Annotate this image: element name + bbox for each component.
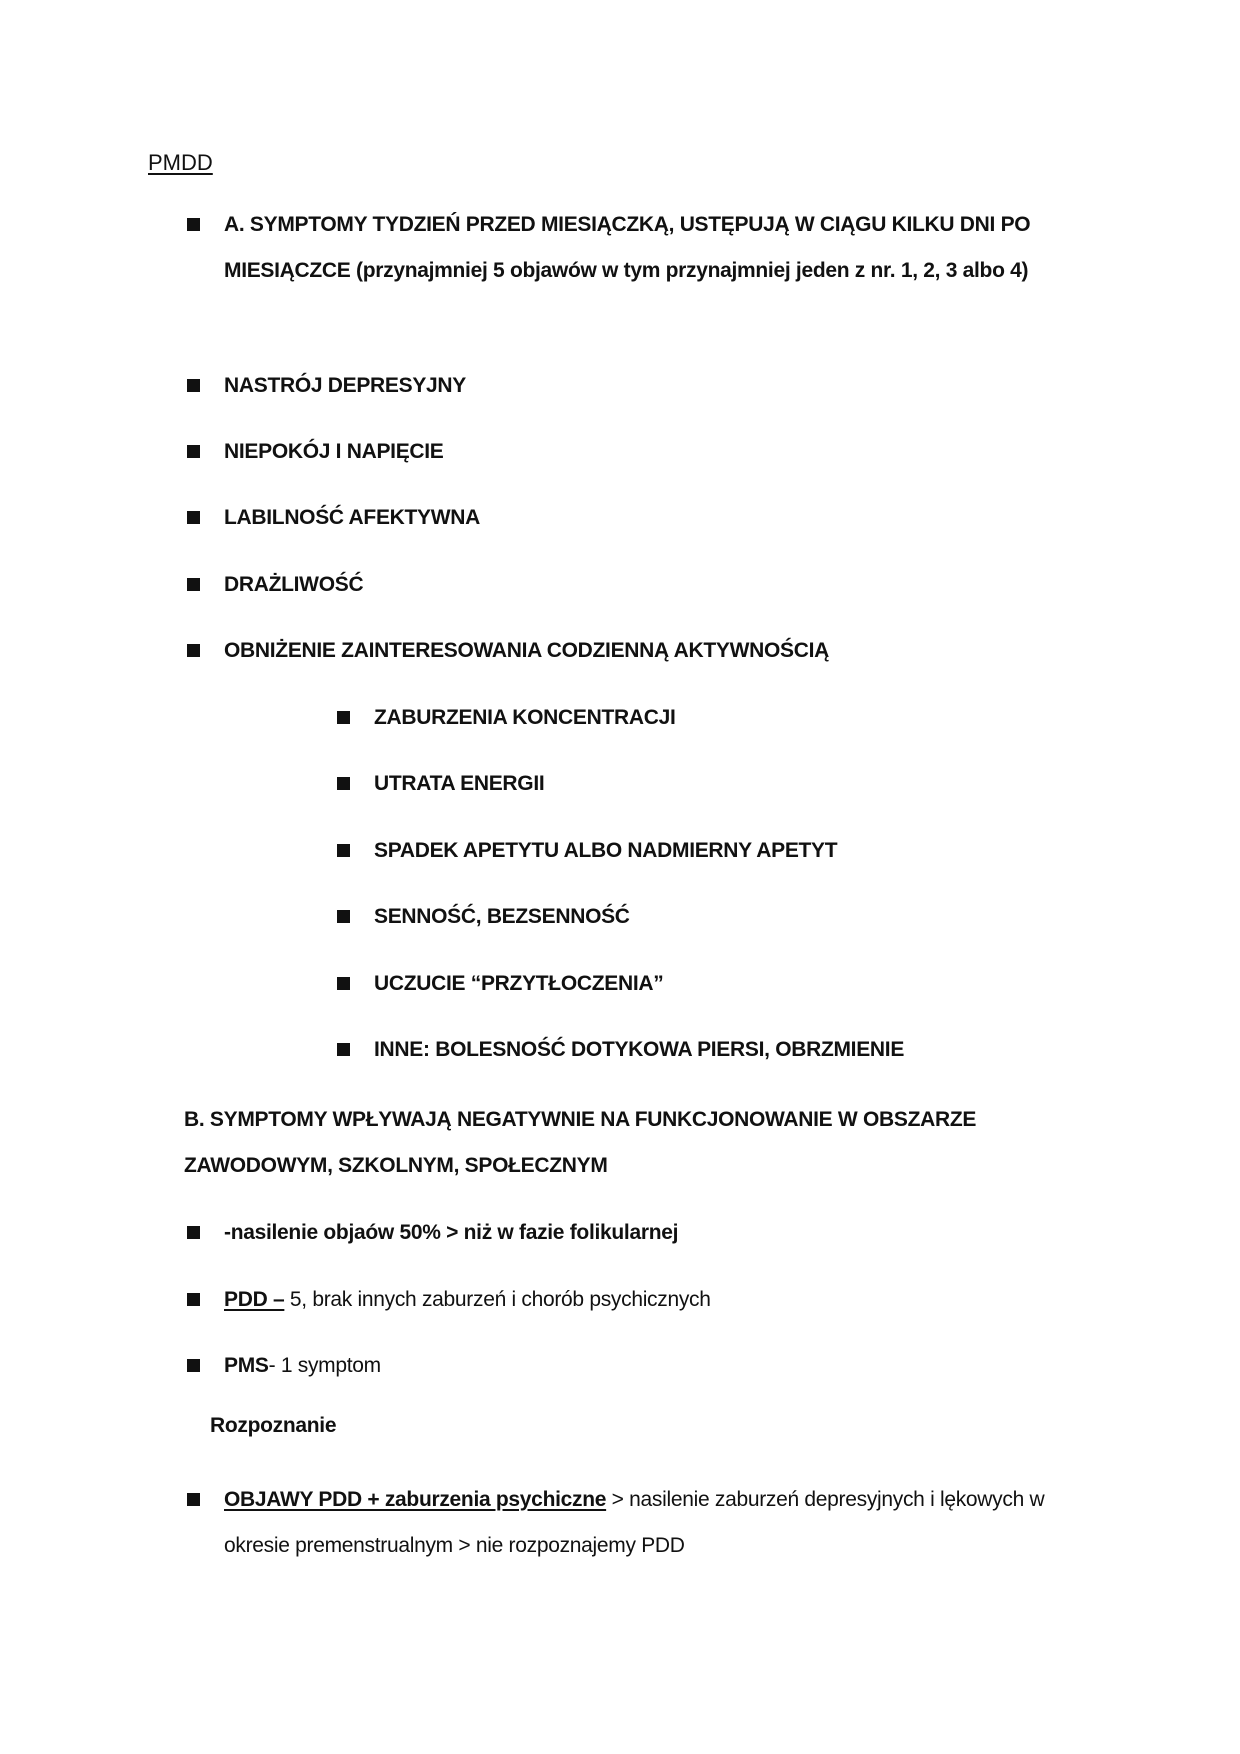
square-bullet-icon [187, 578, 200, 591]
pms-label: PMS [224, 1354, 269, 1377]
sub-list-item: SPADEK APETYTU ALBO NADMIERNY APETYT [337, 828, 1097, 874]
diagnosis-item [187, 1477, 1087, 1569]
square-bullet-icon [187, 1226, 200, 1239]
square-bullet-icon [187, 511, 200, 524]
list-item: NASTRÓJ DEPRESYJNY [187, 363, 1087, 409]
document-title: PMDD [148, 150, 213, 175]
section-heading: Rozpoznanie [210, 1414, 337, 1437]
list-item: NIEPOKÓJ I NAPIĘCIE [187, 429, 1087, 475]
square-bullet-icon [187, 1359, 200, 1372]
criterion-a-text: A. SYMPTOMY TYDZIEŃ PRZED MIESIĄCZKĄ, USTĘPUJĄ W CIĄGU KILKU DNI PO MIESIĄCZCE (przynajmniej 5 objawów w tym przynajmniej jeden z nr. 1, 2, 3 albo 4) [224, 213, 1031, 282]
diagnosis-text: > nasilenie zaburzeń depresyjnych i lękowych w okresie premenstrualnym > nie rozpoznajemy PDD [224, 1488, 1045, 1557]
sub-list-item: UCZUCIE “PRZYTŁOCZENIA” [337, 961, 1097, 1007]
criterion-b-text: B. SYMPTOMY WPŁYWAJĄ NEGATYWNIE NA FUNKCJONOWANIE W OBSZARZE ZAWODOWYM, SZKOLNYM, SPOŁECZNYM [184, 1108, 977, 1177]
pms-item [187, 1343, 1087, 1389]
square-bullet-icon [187, 644, 200, 657]
square-bullet-icon [187, 1493, 200, 1506]
square-bullet-icon [337, 711, 350, 724]
square-bullet-icon [337, 1043, 350, 1056]
square-bullet-icon [187, 218, 200, 231]
pdd-label: PDD – [224, 1288, 285, 1311]
pdd-item [187, 1277, 1087, 1323]
pms-text: - 1 symptom [268, 1354, 381, 1377]
square-bullet-icon [337, 977, 350, 990]
pdd-text: 5, brak innych zaburzeń i chorób psychicznych [284, 1288, 711, 1311]
square-bullet-icon [337, 777, 350, 790]
sub-list-item: SENNOŚĆ, BEZSENNOŚĆ [337, 894, 1097, 940]
square-bullet-icon [337, 844, 350, 857]
list-item: LABILNOŚĆ AFEKTYWNA [187, 495, 1087, 541]
sub-list-item: INNE: BOLESNOŚĆ DOTYKOWA PIERSI, OBRZMIENIE [337, 1027, 1097, 1073]
square-bullet-icon [337, 910, 350, 923]
square-bullet-icon [187, 379, 200, 392]
list-item: DRAŻLIWOŚĆ [187, 562, 1087, 608]
square-bullet-icon [187, 1293, 200, 1306]
diagnosis-label: OBJAWY PDD + zaburzenia psychiczne [224, 1488, 607, 1511]
square-bullet-icon [187, 445, 200, 458]
sub-list-item: ZABURZENIA KONCENTRACJI [337, 695, 1097, 741]
list-item: OBNIŻENIE ZAINTERESOWANIA CODZIENNĄ AKTYWNOŚCIĄ [187, 628, 1087, 674]
sub-list-item: UTRATA ENERGII [337, 761, 1097, 807]
criterion-a-item [187, 202, 1087, 294]
severity-note-item: -nasilenie objaów 50% > niż w fazie folikularnej [187, 1210, 1087, 1256]
